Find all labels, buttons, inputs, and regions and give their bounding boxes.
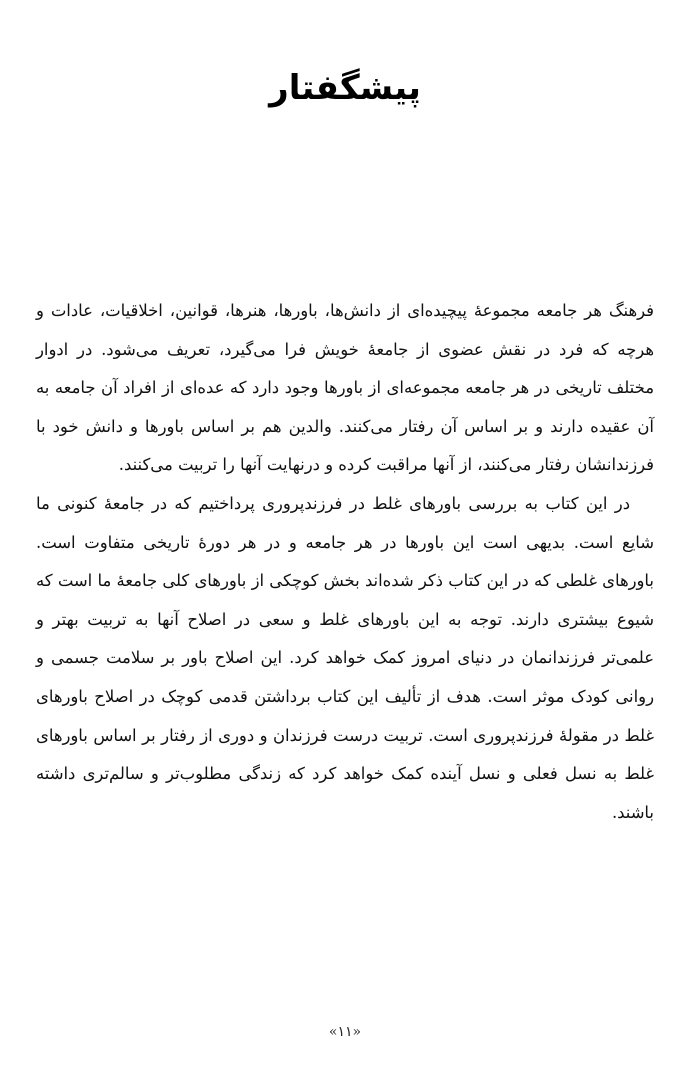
- paragraph-intro: فرهنگ هر جامعه مجموعهٔ پیچیده‌ای از دانش‌ها، باورها، هنرها، قوانین، اخلاقیات، عادات و هرچه که فرد در نقش عضوی از جامعهٔ خویش فرا می‌گیرد، تعریف می‌شود. در ادوار مختلف تاریخی در هر جامعه مجموعه‌ای از باورها وجود دارد که عده‌ای از افراد آن جامعه به آن عقیده دارند و بر اساس آن رفتار می‌کنند. والدین هم بر اساس باورها و دانش خود با فرزندانشان رفتار می‌کنند، از آنها مراقبت کرده و درنهایت آنها را تربیت می‌کنند.: [36, 301, 654, 475]
- page-title: پیشگفتار: [269, 68, 421, 108]
- page-number: «۱۱»: [328, 1024, 362, 1040]
- paragraph-book-purpose: در این کتاب به بررسی باورهای غلط در فرزندپروری پرداختیم که در جامعهٔ کنونی ما شایع است. بدیهی است این باورها در هر جامعه و در هر دورهٔ تاریخی متفاوت است. باورهای غلطی که در این کتاب ذکر شده‌اند بخش کوچکی از باورهای کلی جامعهٔ ما است که شیوع بیشتری دارند. توجه به این باورهای غلط و سعی در اصلاح آنها به تربیت بهتر و علمی‌تر فرزندانمان در دنیای امروز کمک خواهد کرد. این اصلاح باور بر سلامت جسمی و روانی کودک موثر است. هدف از تألیف این کتاب برداشتن قدمی کوچک در اصلاح باورهای غلط در مقولهٔ فرزندپروری است. تربیت درست فرزندان و دوری از رفتار بر اساس باورهای غلط به نسل فعلی و نسل آینده کمک خواهد کرد که زندگی مطلوب‌تر و سالم‌تری داشته باشند.: [36, 493, 654, 822]
- body-text: [36, 292, 654, 832]
